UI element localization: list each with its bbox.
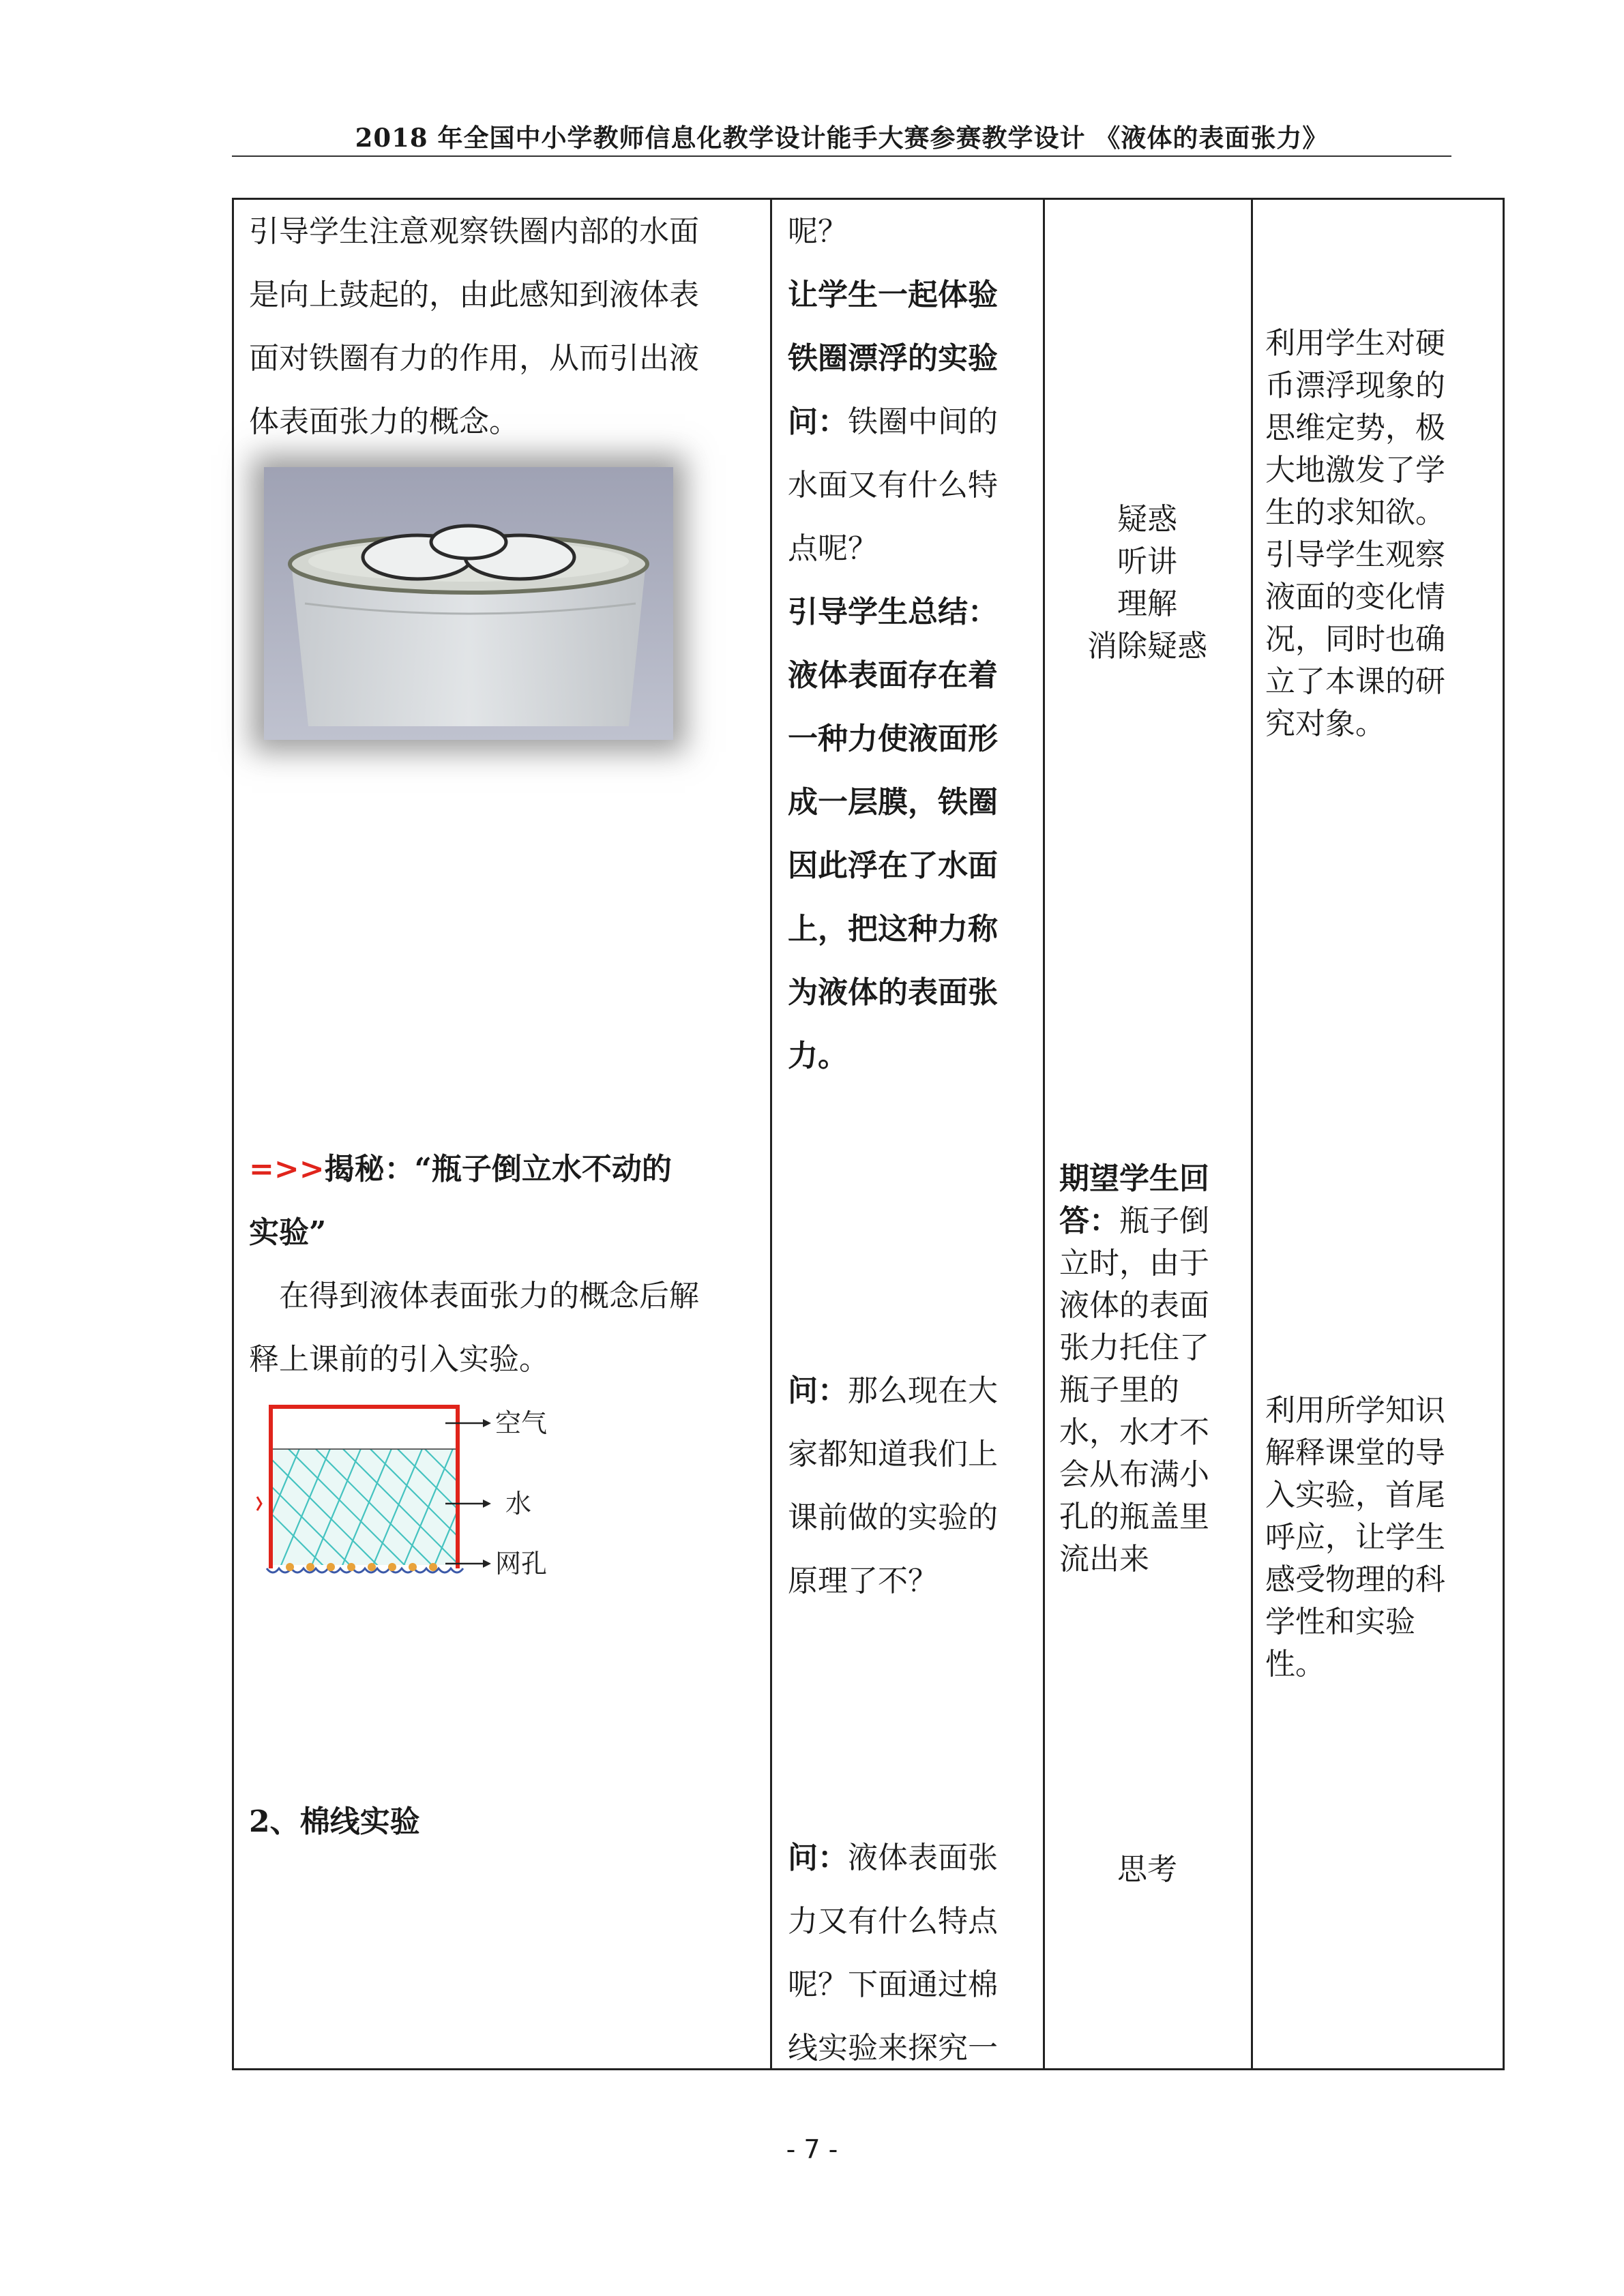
col3-expected-answer: 期望学生回 答：瓶子倒 立时，由于 液体的表面 张力托住了 瓶子里的 水，水才不 会从布满小 孔的瓶盖里 流出来 bbox=[1059, 1161, 1209, 1577]
reveal-arrow: =>> bbox=[249, 1152, 325, 1187]
col4-intent-2: 利用所学知识 解释课堂的导 入实验，首尾 呼应，让学生 感受物理的科 学性和实验 性。 bbox=[1265, 1393, 1445, 1682]
column-divider-1 bbox=[770, 200, 772, 2068]
glass-with-rings-image bbox=[264, 467, 673, 740]
col1-reveal: =>>揭秘：“瓶子倒立水不动的 实验” 在得到液体表面张力的概念后解 释上课前的引入实验。 bbox=[249, 1152, 699, 1377]
header-rule bbox=[232, 155, 1451, 157]
col2-teacher-top: 呢？ 让学生一起体验 铁圈漂浮的实验 问：铁圈中间的 水面又有什么特 点呢？ 引导学生总结： 液体表面存在着 一种力使液面形 成一层膜，铁圈 因此浮在了水面 上，把这种力称 为液体的表面张 力。 bbox=[788, 214, 998, 1073]
label-mesh: 网孔 bbox=[495, 1549, 548, 1579]
label-air: 空气 bbox=[495, 1408, 548, 1438]
lesson-table bbox=[232, 198, 1505, 2070]
column-divider-3 bbox=[1251, 200, 1253, 2068]
col2-question-2: 问：那么现在大 家都知道我们上 课前做的实验的 原理了不？ bbox=[788, 1373, 998, 1598]
bottle-diagram bbox=[248, 1401, 548, 1585]
col2-question-3: 问：液体表面张 力又有什么特点 呢？下面通过棉 线实验来探究一 bbox=[788, 1840, 998, 2066]
iron-ring-photo bbox=[264, 467, 673, 740]
column-divider-2 bbox=[1043, 200, 1045, 2068]
col1-section2: 2、棉线实验 bbox=[249, 1804, 420, 1839]
col4-intent-1: 利用学生对硬 币漂浮现象的 思维定势，极 大地激发了学 生的求知欲。 引导学生观察 液面的变化情 况，同时也确 立了本课的研 究对象。 bbox=[1265, 326, 1445, 741]
page-header: 2018 年全国中小学教师信息化教学设计能手大赛参赛教学设计 《液体的表面张力》 bbox=[355, 123, 1329, 153]
col3-activity-1: 疑惑 听讲 理解 消除疑惑 bbox=[1087, 502, 1207, 664]
label-water: 水 bbox=[505, 1489, 532, 1519]
col1-intro: 引导学生注意观察铁圈内部的水面 是向上鼓起的，由此感知到液体表 面对铁圈有力的作用，从而引出液 体表面张力的概念。 bbox=[249, 214, 699, 439]
page-number: - 7 - bbox=[786, 2134, 838, 2164]
col3-activity-3: 思考 bbox=[1117, 1852, 1177, 1887]
